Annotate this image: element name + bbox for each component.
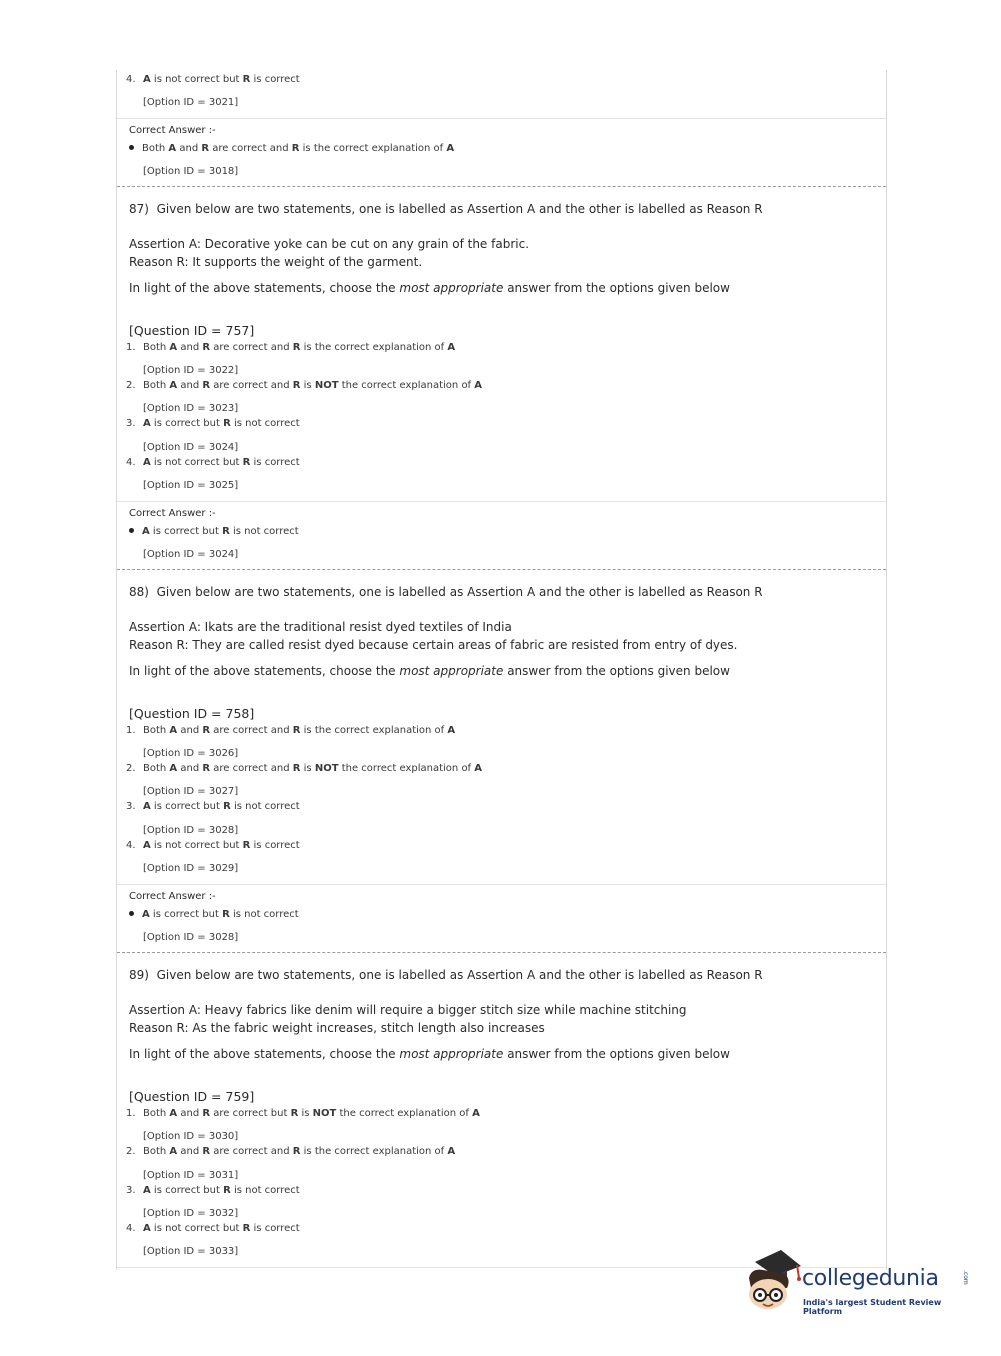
q87-option-3-id: [Option ID = 3024] bbox=[143, 442, 239, 453]
q87-option-2: 2. Both A and R are correct and R is NOT the correct explanation of A bbox=[126, 380, 483, 391]
q87-assertion: Assertion A: Decorative yoke can be cut on any grain of the fabric. bbox=[129, 237, 530, 251]
collegedunia-logo[interactable] bbox=[741, 1248, 971, 1318]
question-paper-sheet bbox=[116, 70, 887, 1270]
q87-option-1: 1. Both A and R are correct and R is the correct explanation of A bbox=[126, 342, 456, 353]
q89-option-4-id: [Option ID = 3033] bbox=[143, 1246, 239, 1257]
logo-wordmark: collegedunia bbox=[802, 1266, 939, 1291]
q88-correct-answer: A is correct but R is not correct bbox=[129, 909, 299, 920]
q88-assertion: Assertion A: Ikats are the traditional resist dyed textiles of India bbox=[129, 620, 512, 634]
question-separator bbox=[117, 569, 886, 570]
q89-option-3: 3. A is correct but R is not correct bbox=[126, 1185, 300, 1196]
question-separator bbox=[117, 186, 886, 187]
question-separator bbox=[117, 952, 886, 953]
bullet-icon bbox=[129, 145, 134, 150]
q87-option-4-id: [Option ID = 3025] bbox=[143, 480, 239, 491]
q87-option-3: 3. A is correct but R is not correct bbox=[126, 418, 300, 429]
q89-option-2-id: [Option ID = 3031] bbox=[143, 1170, 239, 1181]
q86-correct-answer-label: Correct Answer :- bbox=[129, 125, 216, 136]
mascot-icon bbox=[741, 1248, 803, 1316]
q87-instruction: In light of the above statements, choose the most appropriate answer from the options given below bbox=[129, 281, 730, 295]
q89-assertion: Assertion A: Heavy fabrics like denim will require a bigger stitch size while machine stitching bbox=[129, 1003, 687, 1017]
divider bbox=[117, 118, 886, 119]
q87-question-id: [Question ID = 757] bbox=[129, 323, 255, 338]
q89-option-1-id: [Option ID = 3030] bbox=[143, 1131, 239, 1142]
q88-stem: 88) Given below are two statements, one is labelled as Assertion A and the other is labelled as Reason R bbox=[129, 585, 763, 599]
q88-option-1: 1. Both A and R are correct and R is the correct explanation of A bbox=[126, 725, 456, 736]
q89-option-2: 2. Both A and R are correct and R is the correct explanation of A bbox=[126, 1146, 456, 1157]
bullet-icon bbox=[129, 528, 134, 533]
q86-correct-answer: Both A and R are correct and R is the correct explanation of A bbox=[129, 143, 454, 154]
q88-instruction: In light of the above statements, choose the most appropriate answer from the options given below bbox=[129, 664, 730, 678]
divider bbox=[117, 884, 886, 885]
q86-option-4-id: [Option ID = 3021] bbox=[143, 97, 239, 108]
q88-option-3: 3. A is correct but R is not correct bbox=[126, 801, 300, 812]
divider bbox=[117, 501, 886, 502]
q86-correct-answer-id: [Option ID = 3018] bbox=[143, 166, 239, 177]
q88-option-4: 4. A is not correct but R is correct bbox=[126, 840, 300, 851]
q87-option-2-id: [Option ID = 3023] bbox=[143, 403, 239, 414]
q87-option-1-id: [Option ID = 3022] bbox=[143, 365, 239, 376]
q88-correct-answer-label: Correct Answer :- bbox=[129, 891, 216, 902]
bullet-icon bbox=[129, 911, 134, 916]
q88-option-1-id: [Option ID = 3026] bbox=[143, 748, 239, 759]
q88-option-3-id: [Option ID = 3028] bbox=[143, 825, 239, 836]
q88-reason: Reason R: They are called resist dyed because certain areas of fabric are resisted from entry of dyes. bbox=[129, 638, 738, 652]
q89-instruction: In light of the above statements, choose the most appropriate answer from the options given below bbox=[129, 1047, 730, 1061]
q89-option-4: 4. A is not correct but R is correct bbox=[126, 1223, 300, 1234]
q88-correct-answer-id: [Option ID = 3028] bbox=[143, 932, 239, 943]
q87-correct-answer-id: [Option ID = 3024] bbox=[143, 549, 239, 560]
q89-reason: Reason R: As the fabric weight increases, stitch length also increases bbox=[129, 1021, 545, 1035]
logo-com: .com bbox=[962, 1270, 969, 1285]
q88-option-2: 2. Both A and R are correct and R is NOT the correct explanation of A bbox=[126, 763, 483, 774]
q88-option-4-id: [Option ID = 3029] bbox=[143, 863, 239, 874]
q87-stem: 87) Given below are two statements, one is labelled as Assertion A and the other is labelled as Reason R bbox=[129, 202, 763, 216]
q87-correct-answer: A is correct but R is not correct bbox=[129, 526, 299, 537]
q88-question-id: [Question ID = 758] bbox=[129, 706, 255, 721]
q87-correct-answer-label: Correct Answer :- bbox=[129, 508, 216, 519]
q88-option-2-id: [Option ID = 3027] bbox=[143, 786, 239, 797]
q87-option-4: 4. A is not correct but R is correct bbox=[126, 457, 300, 468]
q89-option-1: 1. Both A and R are correct but R is NOT the correct explanation of A bbox=[126, 1108, 480, 1119]
q89-question-id: [Question ID = 759] bbox=[129, 1089, 255, 1104]
q89-stem: 89) Given below are two statements, one is labelled as Assertion A and the other is labelled as Reason R bbox=[129, 968, 763, 982]
q87-reason: Reason R: It supports the weight of the garment. bbox=[129, 255, 423, 269]
q89-option-3-id: [Option ID = 3032] bbox=[143, 1208, 239, 1219]
q86-option-4: 4. A is not correct but R is correct bbox=[126, 74, 300, 85]
logo-tagline: India's largest Student Review Platform bbox=[803, 1298, 942, 1316]
